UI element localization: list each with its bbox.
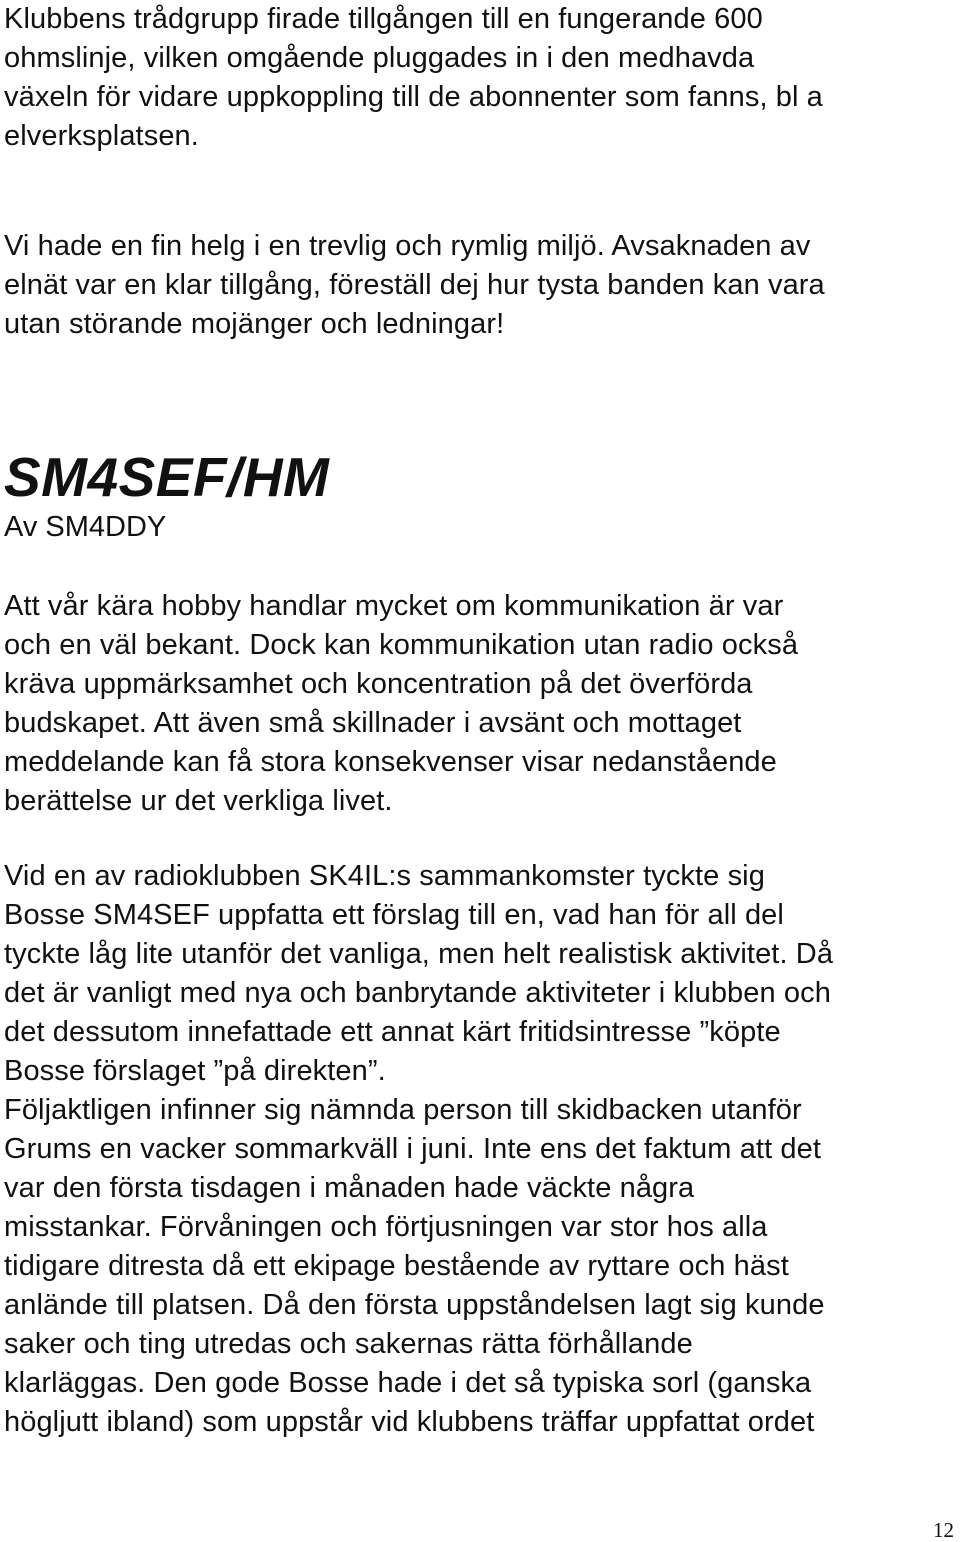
text-line: växeln för vidare uppkoppling till de abonnenter som fanns, bl a [4,81,823,113]
text-line: det är vanligt med nya och banbrytande aktiviteter i klubben och [4,977,831,1009]
text-line: Grums en vacker sommarkväll i juni. Inte ens det faktum att det [4,1133,822,1165]
text-line: klarläggas. Den gode Bosse hade i det så typiska sorl (ganska [4,1367,812,1399]
text-line: meddelande kan få stora konsekvenser visar nedanstående [4,746,777,778]
article-paragraph-2 [4,857,833,1442]
text-line: elnät var en klar tillgång, föreställ dej hur tysta banden kan vara [4,269,825,301]
text-line: Bosse SM4SEF uppfatta ett förslag till en, vad han för all del [4,899,784,931]
text-line: berättelse ur det verkliga livet. [4,785,393,817]
text-line: var den första tisdagen i månaden hade väckte några [4,1172,695,1204]
text-line: och en väl bekant. Dock kan kommunikation utan radio också [4,629,799,661]
text-line: Följaktligen infinner sig nämnda person till skidbacken utanför [4,1094,802,1126]
weekend-paragraph [4,227,825,344]
text-line: Vid en av radioklubben SK4IL:s sammankomster tyckte sig [4,860,765,892]
article-paragraph-1 [4,587,798,821]
text-line: misstankar. Förvåningen och förtjusningen var stor hos alla [4,1211,768,1243]
text-line: Klubbens trådgrupp firade tillgången till en fungerande 600 [4,3,763,35]
text-line: tidigare ditresta då ett ekipage bestående av ryttare och häst [4,1250,789,1282]
text-line: ohmslinje, vilken omgående pluggades in i den medhavda [4,42,755,74]
article-byline: Av SM4DDY [4,511,167,543]
text-line: utan störande mojänger och ledningar! [4,308,505,340]
text-line: budskapet. Att även små skillnader i avsänt och mottaget [4,707,742,739]
text-line: elverksplatsen. [4,120,199,152]
intro-paragraph [4,0,823,156]
text-line: Bosse förslaget ”på direkten”. [4,1055,386,1087]
text-line: tyckte låg lite utanför det vanliga, men helt realistisk aktivitet. Då [4,938,834,970]
page-number: 12 [933,1518,954,1542]
text-line: det dessutom innefattade ett annat kärt fritidsintresse ”köpte [4,1016,781,1048]
text-line: kräva uppmärksamhet och koncentration på det överförda [4,668,753,700]
text-line: Vi hade en fin helg i en trevlig och rymlig miljö. Avsaknaden av [4,230,811,262]
article-title: SM4SEF/HM [4,446,330,508]
text-line: Att vår kära hobby handlar mycket om kommunikation är var [4,590,784,622]
text-line: anlände till platsen. Då den första uppståndelsen lagt sig kunde [4,1289,825,1321]
text-line: högljutt ibland) som uppstår vid klubbens träffar uppfattat ordet [4,1406,815,1438]
text-line: saker och ting utredas och sakernas rätta förhållande [4,1328,693,1360]
